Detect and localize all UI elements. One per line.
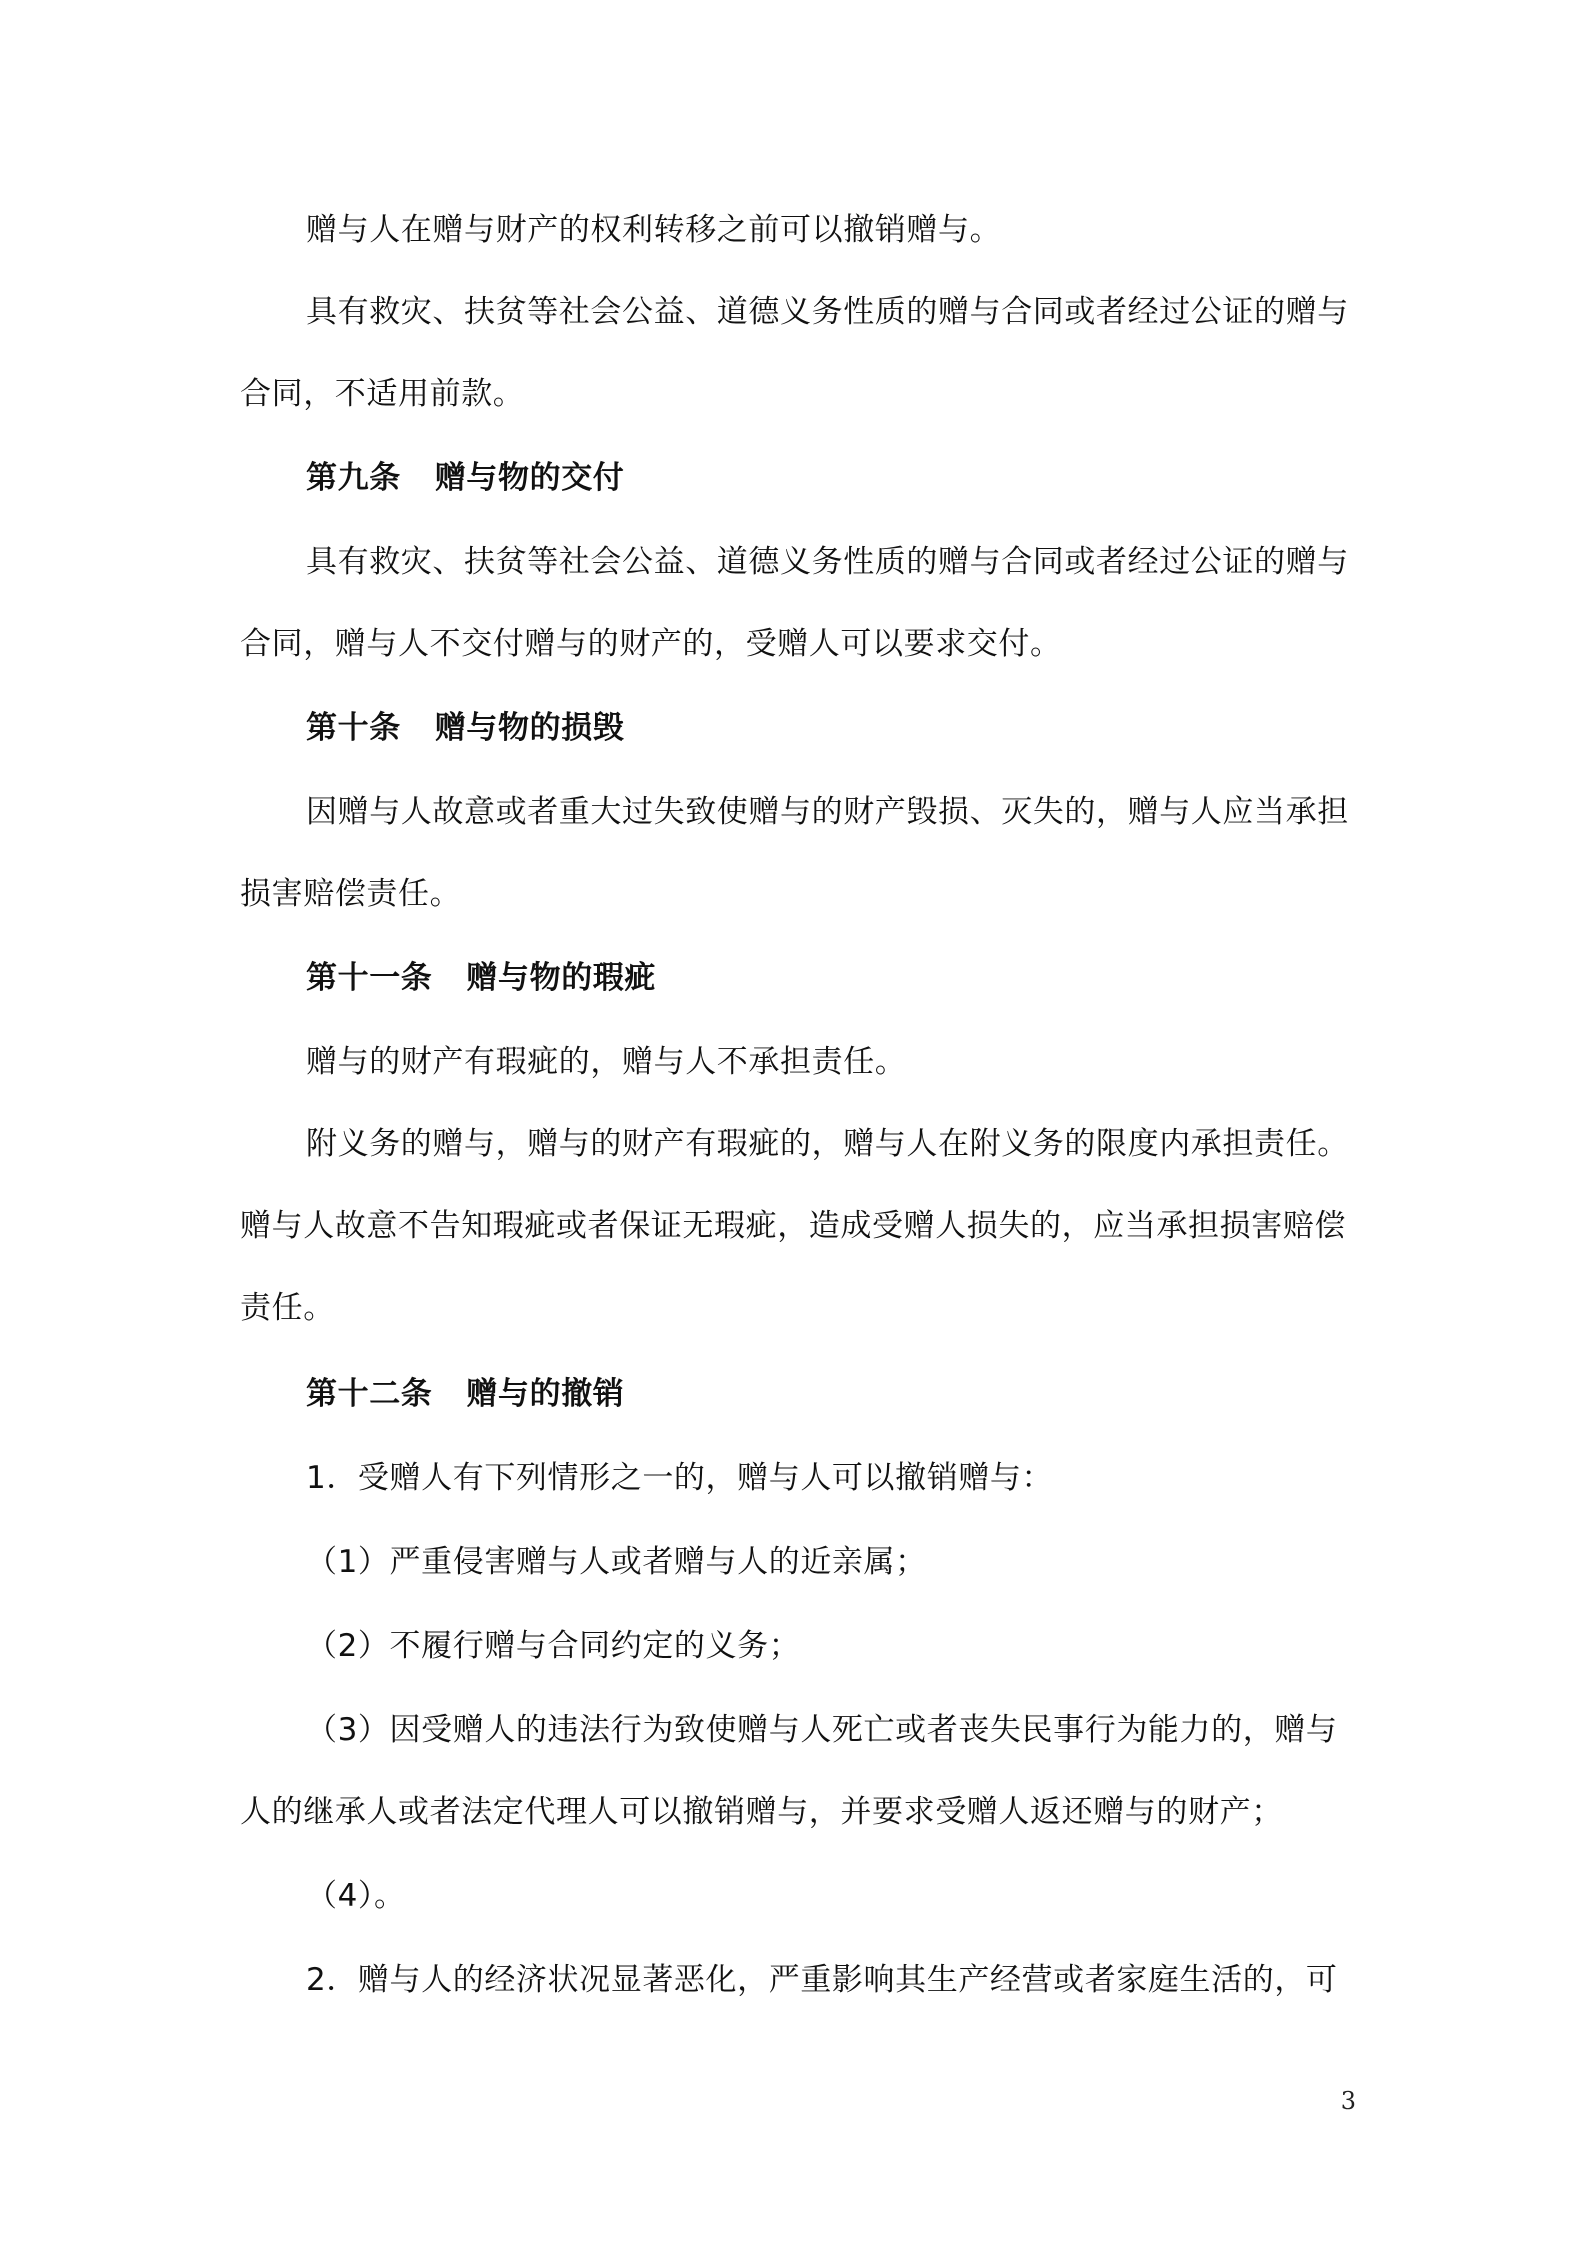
article-10-heading xyxy=(306,708,1416,748)
article-12-number: 第十二条 xyxy=(306,1376,433,1412)
article-10-number: 第十条 xyxy=(306,710,401,746)
article-12-item-1: 1．受赠人有下列情形之一的，赠与人可以撤销赠与： xyxy=(306,1460,1054,1496)
article-9-title: 赠与物的交付 xyxy=(434,460,625,496)
article-9-heading xyxy=(306,458,1416,498)
paragraph-public-welfare-exception: 具有救灾、扶贫等社会公益、道德义务性质的赠与合同或者经过公证的赠与 xyxy=(306,294,1349,330)
article-11-paragraph-2: 附义务的赠与，赠与的财产有瑕疵的，赠与人在附义务的限度内承担责任。 xyxy=(306,1126,1349,1162)
article-12-subitem-3-cont: 人的继承人或者法定代理人可以撤销赠与，并要求受赠人返还赠与的财产； xyxy=(240,1794,1283,1830)
article-12-subitem-2: （2）不履行赠与合同约定的义务； xyxy=(306,1628,801,1664)
article-12-heading xyxy=(306,1374,1416,1414)
article-11-heading xyxy=(306,958,1416,998)
page-number: 3 xyxy=(1340,2087,1356,2115)
article-12-subitem-4: （4）。 xyxy=(306,1878,406,1914)
article-12-item-2: 2．赠与人的经济状况显著恶化，严重影响其生产经营或者家庭生活的，可 xyxy=(306,1962,1338,1998)
article-12-subitem-1: （1）严重侵害赠与人或者赠与人的近亲属； xyxy=(306,1544,927,1580)
article-12-title: 赠与的撤销 xyxy=(466,1376,625,1412)
article-10-title: 赠与物的损毁 xyxy=(434,710,625,746)
article-11-number: 第十一条 xyxy=(306,960,433,996)
article-11-paragraph-2-end: 责任。 xyxy=(240,1290,335,1326)
article-10-paragraph-cont: 损害赔偿责任。 xyxy=(240,876,462,912)
article-12-subitem-3: （3）因受赠人的违法行为致使赠与人死亡或者丧失民事行为能力的，赠与 xyxy=(306,1712,1338,1748)
article-11-title: 赠与物的瑕疵 xyxy=(466,960,657,996)
paragraph-public-welfare-exception-cont: 合同，不适用前款。 xyxy=(240,376,525,412)
paragraph-revocation-before-transfer: 赠与人在赠与财产的权利转移之前可以撤销赠与。 xyxy=(306,212,1002,248)
article-11-paragraph-1: 赠与的财产有瑕疵的，赠与人不承担责任。 xyxy=(306,1044,907,1080)
article-9-paragraph: 具有救灾、扶贫等社会公益、道德义务性质的赠与合同或者经过公证的赠与 xyxy=(306,544,1349,580)
article-9-paragraph-cont: 合同，赠与人不交付赠与的财产的，受赠人可以要求交付。 xyxy=(240,626,1062,662)
article-11-paragraph-2-cont: 赠与人故意不告知瑕疵或者保证无瑕疵，造成受赠人损失的，应当承担损害赔偿 xyxy=(240,1208,1346,1244)
article-9-number: 第九条 xyxy=(306,460,401,496)
article-10-paragraph: 因赠与人故意或者重大过失致使赠与的财产毁损、灭失的，赠与人应当承担 xyxy=(306,794,1349,830)
